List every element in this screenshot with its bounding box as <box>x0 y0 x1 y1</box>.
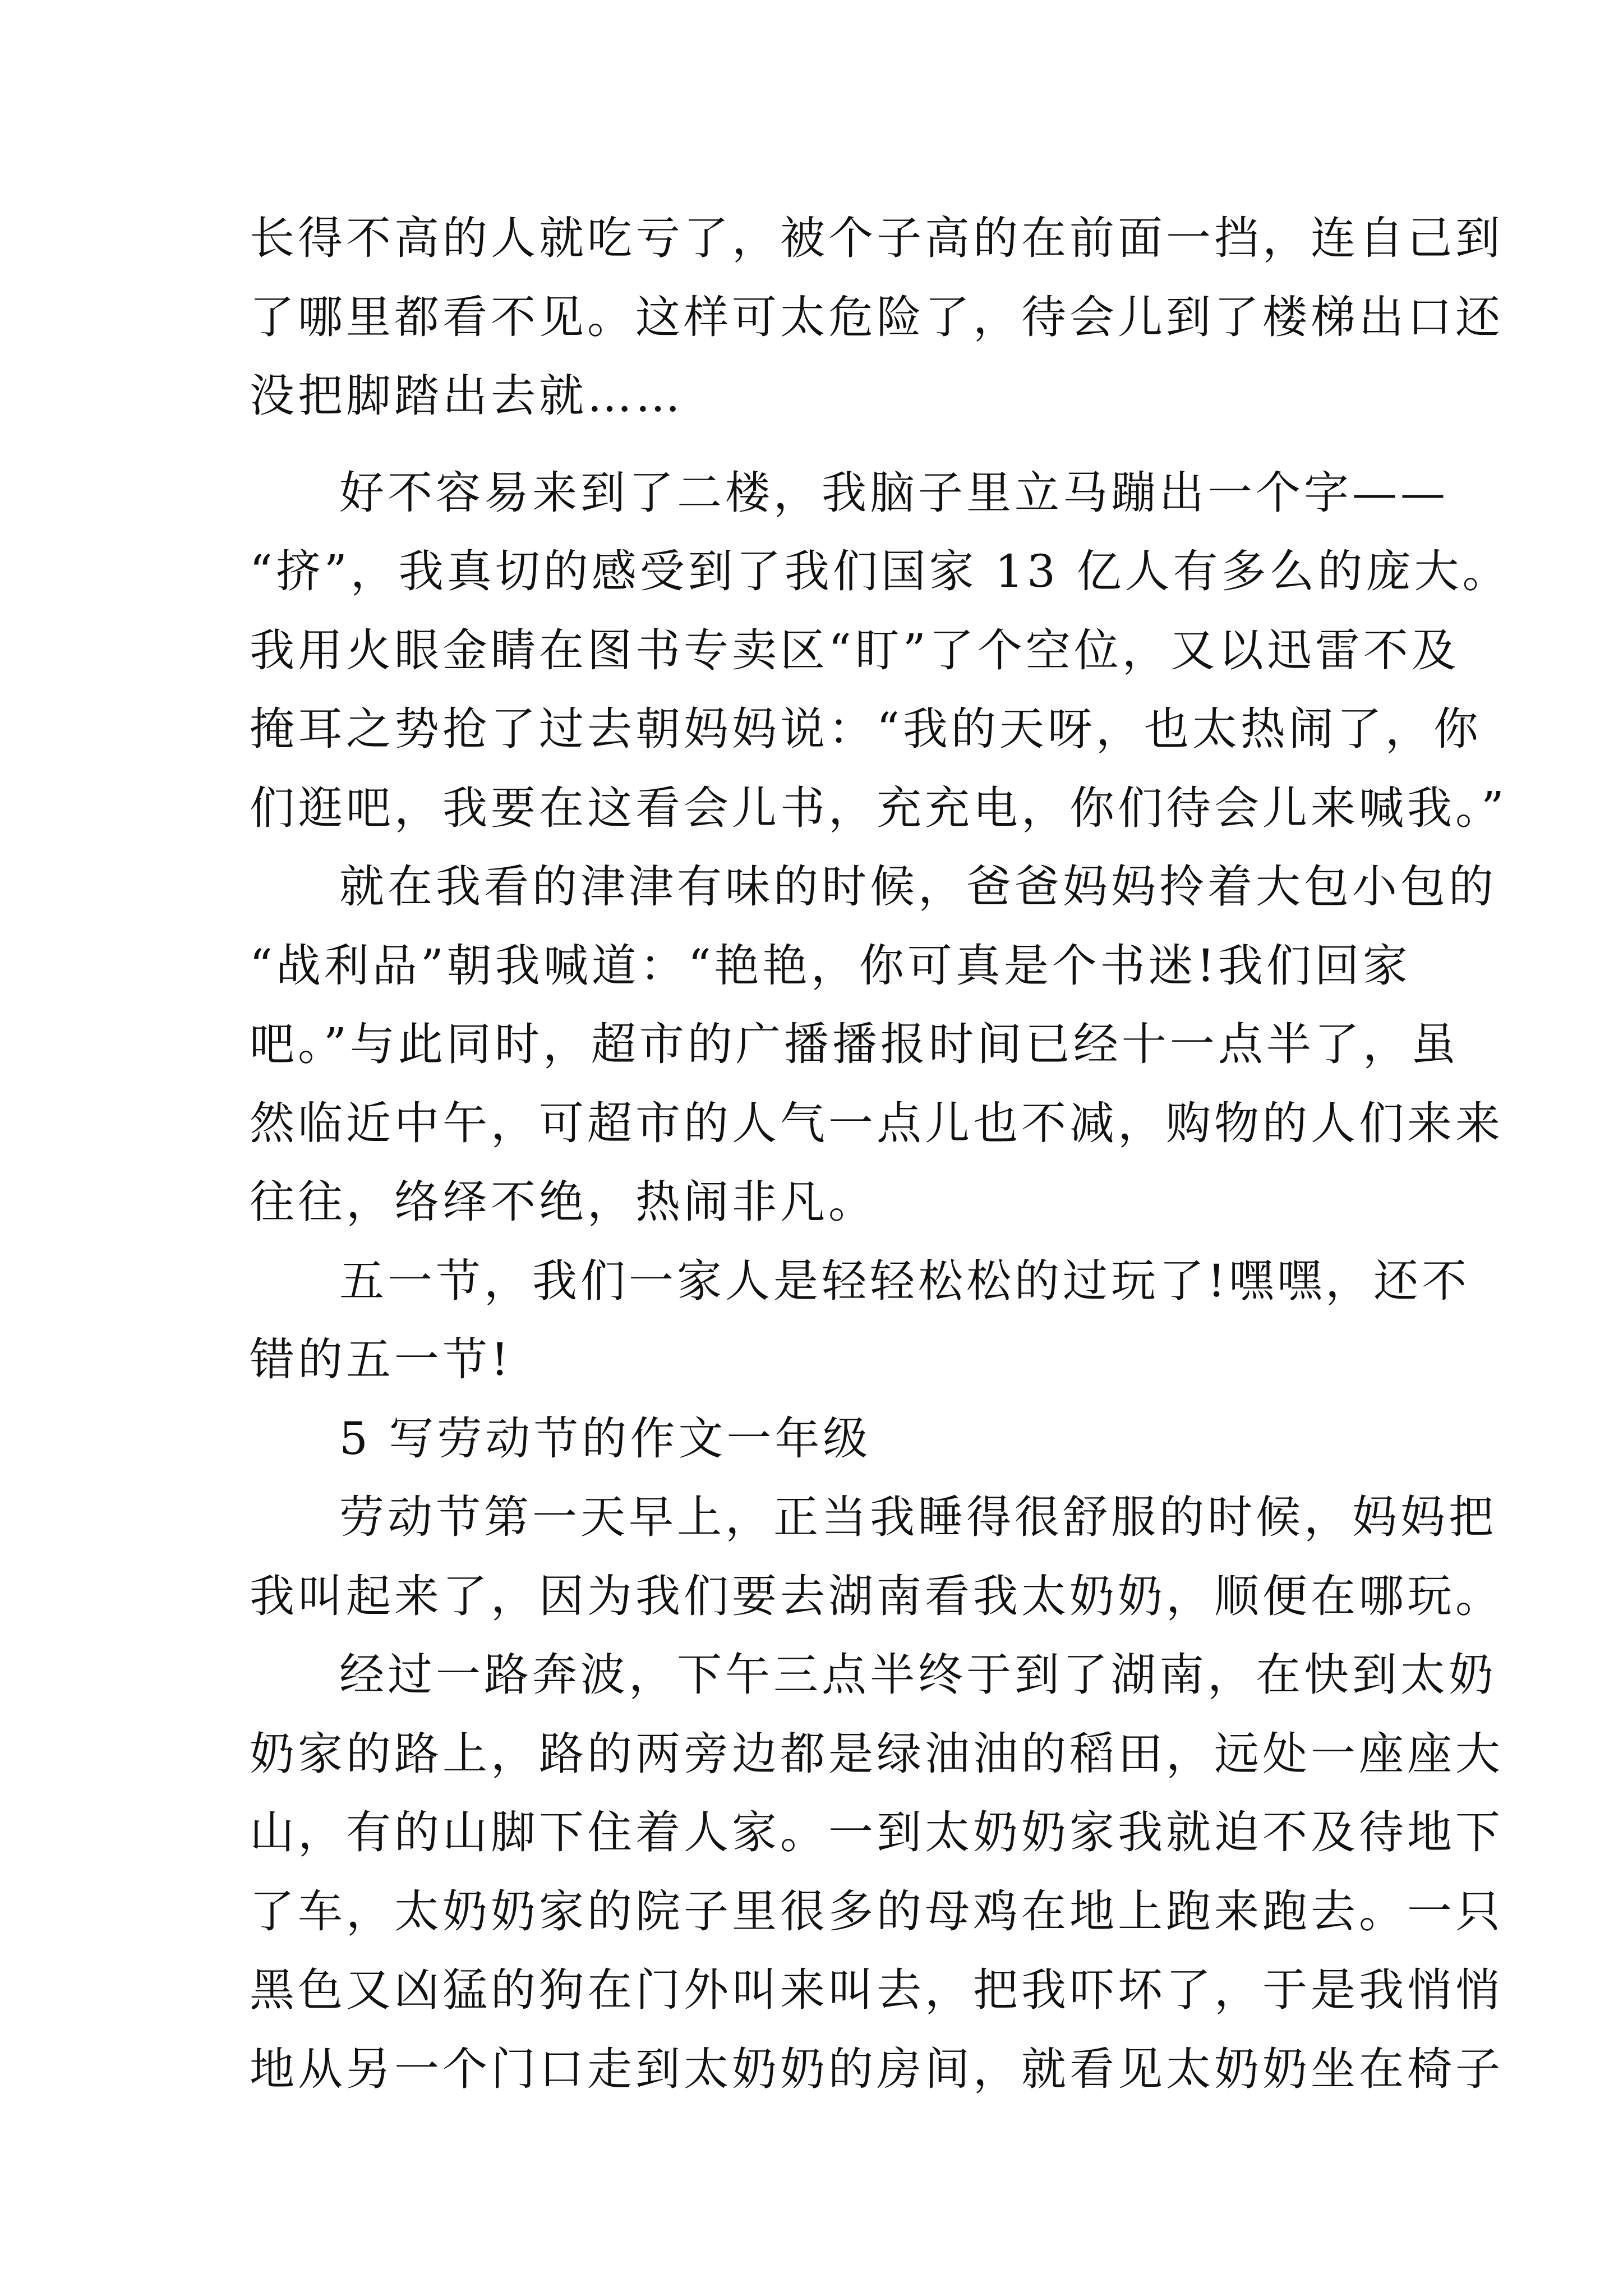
text-line: 就在我看的津津有味的时候，爸爸妈妈拎着大包小包的 <box>339 861 1497 913</box>
text-line: 地从另一个门口走到太奶奶的房间，就看见太奶奶坐在椅子 <box>250 2042 1504 2095</box>
text-line: 掩耳之势抢了过去朝妈妈说：“我的天呀，也太热闹了，你 <box>250 703 1482 755</box>
paragraph-2 <box>250 454 1511 848</box>
text-line: “战利品”朝我喊道：“艳艳，你可真是个书迷!我们回家 <box>250 939 1411 992</box>
section-heading-text: 5 写劳动节的作文一年级 <box>339 1412 872 1465</box>
paragraph-3 <box>250 848 1504 1242</box>
text-line: 错的五一节! <box>250 1333 513 1386</box>
text-line: 好不容易来到了二楼，我脑子里立马蹦出一个字—— <box>339 466 1449 519</box>
text-line: 奶家的路上，路的两旁边都是绿油油的稻田，远处一座座大 <box>250 1727 1504 1780</box>
paragraph-1 <box>250 199 1504 436</box>
document-body <box>250 199 1511 2109</box>
text-line: 我叫起来了，因为我们要去湖南看我太奶奶，顺便在哪玩。 <box>250 1570 1504 1622</box>
text-line: 吧。”与此同时，超市的广播播报时间已经十一点半了，虽 <box>250 1018 1459 1070</box>
text-line: 了车，太奶奶家的院子里很多的母鸡在地上跑来跑去。一只 <box>250 1885 1504 1938</box>
text-line: 没把脚踏出去就…… <box>250 370 684 422</box>
paragraph-4 <box>250 1242 1470 1400</box>
text-line: 山，有的山脚下住着人家。一到太奶奶家我就迫不及待地下 <box>250 1806 1504 1858</box>
text-line: 五一节，我们一家人是轻轻松松的过玩了!嘿嘿，还不 <box>339 1254 1470 1307</box>
paragraph-6 <box>250 1636 1504 2109</box>
text-line: 经过一路奔波，下午三点半终于到了湖南，在快到太奶 <box>339 1649 1497 1701</box>
section-heading <box>250 1400 1382 1479</box>
text-line: 我用火眼金睛在图书专卖区“盯”了个空位，又以迅雷不及 <box>250 624 1460 677</box>
text-line: 长得不高的人就吃亏了，被个子高的在前面一挡，连自己到 <box>250 212 1504 264</box>
text-line: 然临近中午，可超市的人气一点儿也不减，购物的人们来来 <box>250 1097 1504 1149</box>
text-line: “挤”，我真切的感受到了我们国家 13 亿人有多么的庞大。 <box>250 545 1511 597</box>
text-line: 黑色又凶猛的狗在门外叫来叫去，把我吓坏了，于是我悄悄 <box>250 1964 1504 2016</box>
text-line: 们逛吧，我要在这看会儿书，充充电，你们待会儿来喊我。” <box>250 781 1507 834</box>
text-line: 往往，络绎不绝，热闹非凡。 <box>250 1176 877 1228</box>
text-line: 劳动节第一天早上，正当我睡得很舒服的时候，妈妈把 <box>339 1491 1497 1543</box>
text-line: 了哪里都看不见。这样可太危险了，待会儿到了楼梯出口还 <box>250 291 1504 343</box>
paragraph-5 <box>250 1478 1504 1636</box>
